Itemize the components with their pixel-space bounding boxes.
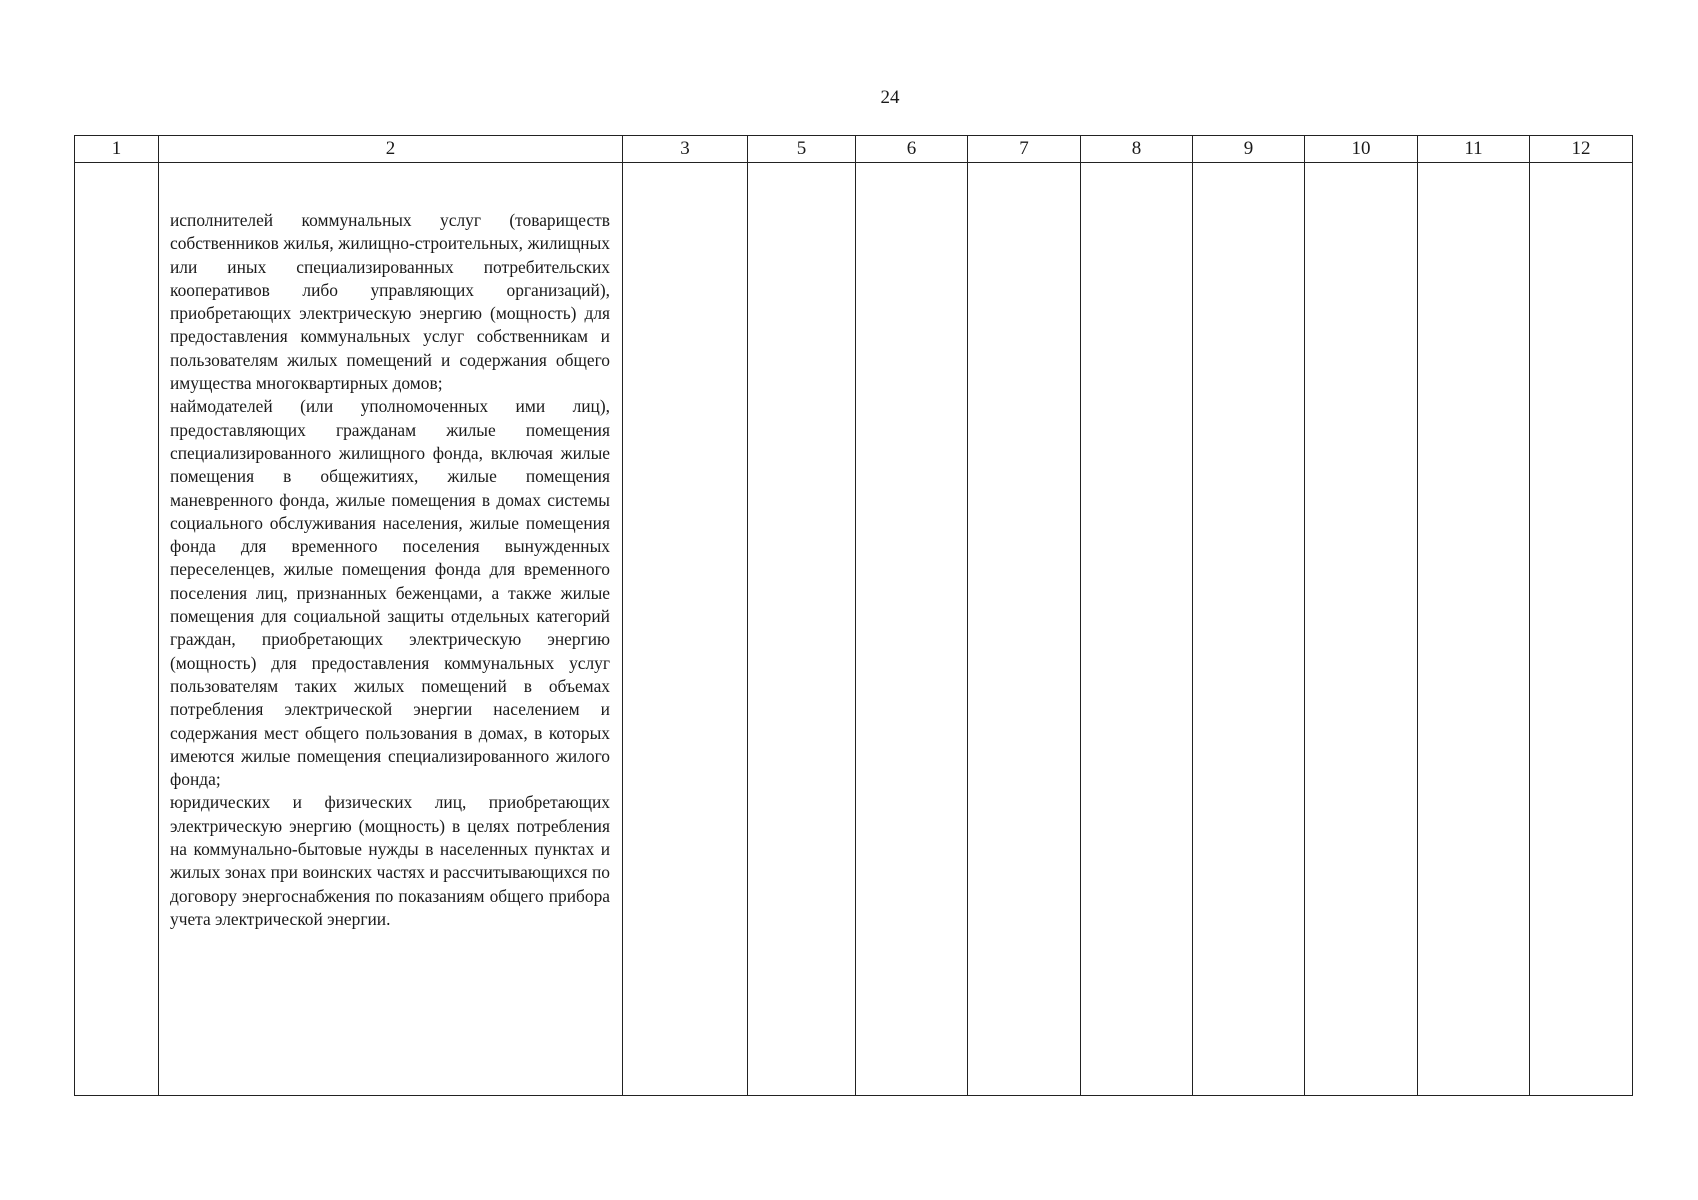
paragraph-landlords: наймодателей (или уполномоченных ими лиц), предоставляющих гражданам жилые помещения специализированного жилищного фонда, включая жилые помещения в общежитиях, жилые помещения маневренного фонда, жилые помещения в домах системы социального обслуживания населения, жилые помещения фонда для временного поселения вынужденных переселенцев, жилые помещения фонда для временного поселения лиц, признанных беженцами, а также жилые помещения для социальной защиты отдельных категорий граждан, приобретающих электрическую энергию (мощность) для предоставления коммунальных услуг пользователям таких жилых помещений в объемах потребления электрической энергии населением и содержания мест общего пользования в домах, в которых имеются жилые помещения специализированного жилого фонда;	[170, 396, 610, 790]
table-header-row	[75, 136, 1633, 163]
column-header-1: 1	[75, 136, 159, 163]
cell-col-2	[159, 163, 623, 1096]
cell-col-10	[1305, 163, 1418, 1096]
data-table	[74, 135, 1633, 1096]
column-header-10: 10	[1305, 136, 1418, 163]
cell-text	[159, 163, 622, 931]
column-header-7: 7	[968, 136, 1081, 163]
cell-col-1	[75, 163, 159, 1096]
column-header-2: 2	[159, 136, 623, 163]
cell-col-8	[1081, 163, 1193, 1096]
table-row	[75, 163, 1633, 1096]
paragraph-utility-providers: исполнителей коммунальных услуг (товариществ собственников жилья, жилищно-строительных, жилищных или иных специализированных потребительских кооперативов либо управляющих организаций), приобретающих электрическую энергию (мощность) для предоставления коммунальных услуг собственникам и пользователям жилых помещений и содержания общего имущества многоквартирных домов;	[170, 210, 610, 394]
cell-col-11	[1418, 163, 1530, 1096]
column-header-5: 5	[748, 136, 856, 163]
cell-col-9	[1193, 163, 1305, 1096]
column-header-6: 6	[856, 136, 968, 163]
cell-col-3	[623, 163, 748, 1096]
column-header-9: 9	[1193, 136, 1305, 163]
column-header-3: 3	[623, 136, 748, 163]
cell-col-6	[856, 163, 968, 1096]
cell-col-7	[968, 163, 1081, 1096]
column-header-11: 11	[1418, 136, 1530, 163]
page-number: 24	[880, 87, 900, 108]
column-header-12: 12	[1530, 136, 1633, 163]
column-header-8: 8	[1081, 136, 1193, 163]
cell-col-12	[1530, 163, 1633, 1096]
paragraph-legal-entities: юридических и физических лиц, приобретающих электрическую энергию (мощность) в целях потребления на коммунально-бытовые нужды в населенных пунктах и жилых зонах при воинских частях и рассчитывающихся по договору энергоснабжения по показаниям общего прибора учета электрической энергии.	[170, 792, 610, 929]
cell-col-5	[748, 163, 856, 1096]
